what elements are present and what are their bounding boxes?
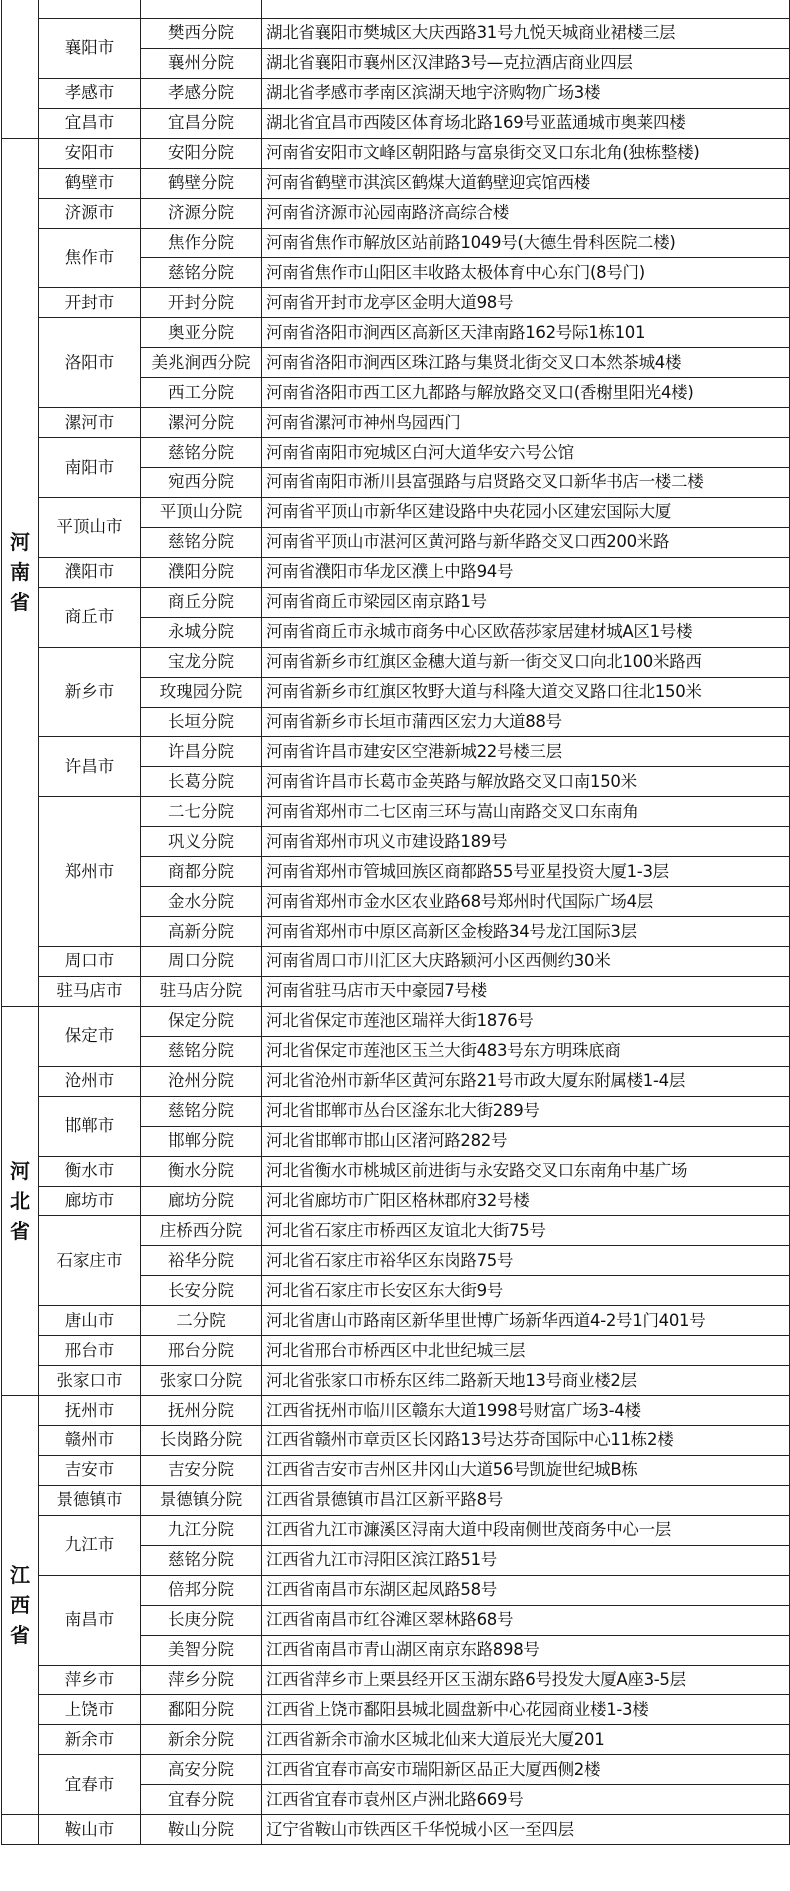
branch-address-cell: 河南省商丘市永城市商务中心区欧蓓莎家居建材城A区1号楼 xyxy=(262,617,790,647)
branch-address-cell: 河南省焦作市山阳区丰收路太极体育中心东门(8号门) xyxy=(262,258,790,288)
branch-name-cell: 倍邦分院 xyxy=(141,1575,262,1605)
table-row xyxy=(2,408,790,438)
branch-address-cell: 河北省保定市莲池区玉兰大街483号东方明珠底商 xyxy=(262,1036,790,1066)
table-row xyxy=(2,1815,790,1845)
city-cell: 南昌市 xyxy=(39,1575,141,1665)
city-cell: 平顶山市 xyxy=(39,497,141,557)
table-row xyxy=(2,1066,790,1096)
table-row xyxy=(2,108,790,138)
city-cell: 抚州市 xyxy=(39,1396,141,1426)
branch-name-cell: 奥亚分院 xyxy=(141,318,262,348)
branch-address-cell: 河南省郑州市管城回族区商都路55号亚星投资大厦1-3层 xyxy=(262,857,790,887)
table-row xyxy=(2,1725,790,1755)
branch-name-cell: 焦作分院 xyxy=(141,228,262,258)
province-cell: 河南省 xyxy=(2,138,39,1006)
branch-name-cell: 美兆涧西分院 xyxy=(141,348,262,378)
branch-address-cell: 河北省邯郸市丛台区滏东北大街289号 xyxy=(262,1096,790,1126)
branch-address-cell: 河南省南阳市淅川县富强路与启贤路交叉口新华书店一楼二楼 xyxy=(262,468,790,498)
city-cell: 开封市 xyxy=(39,288,141,318)
branch-name-cell: 萍乡分院 xyxy=(141,1665,262,1695)
branch-table-body xyxy=(2,0,790,1845)
table-row xyxy=(2,1396,790,1426)
table-row xyxy=(2,737,790,767)
branch-name-cell: 保定分院 xyxy=(141,1006,262,1036)
branch-address-cell: 河南省洛阳市涧西区高新区天津南路162号际1栋101 xyxy=(262,318,790,348)
table-row xyxy=(2,797,790,827)
branch-address-cell: 河南省许昌市长葛市金英路与解放路交叉口南150米 xyxy=(262,767,790,797)
branch-address-cell: 河北省沧州市新华区黄河东路21号市政大厦东附属楼1-4层 xyxy=(262,1066,790,1096)
branch-address-cell: 江西省南昌市红谷滩区翠林路68号 xyxy=(262,1605,790,1635)
table-row xyxy=(2,288,790,318)
branch-name-cell: 孝感分院 xyxy=(141,78,262,108)
table-row xyxy=(2,1695,790,1725)
branch-address-cell: 河南省洛阳市涧西区珠江路与集贤北街交叉口本然茶城4楼 xyxy=(262,348,790,378)
branch-table xyxy=(1,0,790,1845)
branch-address-cell: 江西省九江市浔阳区滨江路51号 xyxy=(262,1545,790,1575)
branch-name-cell: 宜春分院 xyxy=(141,1785,262,1815)
province-cell: 江西省 xyxy=(2,1396,39,1815)
branch-name-cell: 二分院 xyxy=(141,1306,262,1336)
branch-address-cell: 河南省安阳市文峰区朝阳路与富泉街交叉口东北角(独栋整楼) xyxy=(262,138,790,168)
table-row xyxy=(2,947,790,977)
city-cell: 新余市 xyxy=(39,1725,141,1755)
table-row xyxy=(2,1186,790,1216)
city-cell: 保定市 xyxy=(39,1006,141,1066)
branch-address-cell: 河南省商丘市梁园区南京路1号 xyxy=(262,587,790,617)
branch-name-cell: 慈铭分院 xyxy=(141,258,262,288)
branch-address-cell: 辽宁省鞍山市铁西区千华悦城小区一至四层 xyxy=(262,1815,790,1845)
branch-address-cell: 河北省保定市莲池区瑞祥大街1876号 xyxy=(262,1006,790,1036)
branch-name-cell: 济源分院 xyxy=(141,198,262,228)
city-cell: 宜春市 xyxy=(39,1755,141,1815)
table-row xyxy=(2,1485,790,1515)
branch-name-cell: 巩义分院 xyxy=(141,827,262,857)
city-cell: 南阳市 xyxy=(39,438,141,498)
branch-address-cell: 江西省萍乡市上栗县经开区玉湖东路6号投发大厦A座3-5层 xyxy=(262,1665,790,1695)
branch-name-cell: 抚州分院 xyxy=(141,1396,262,1426)
city-cell: 孝感市 xyxy=(39,78,141,108)
branch-name-cell: 慈铭分院 xyxy=(141,1036,262,1066)
branch-name-cell: 宝龙分院 xyxy=(141,647,262,677)
branch-address-cell: 河南省许昌市建安区空港新城22号楼三层 xyxy=(262,737,790,767)
city-cell: 衡水市 xyxy=(39,1156,141,1186)
branch-name-cell: 长垣分院 xyxy=(141,707,262,737)
table-row xyxy=(2,1455,790,1485)
table-row xyxy=(2,1306,790,1336)
branch-name-cell: 景德镇分院 xyxy=(141,1485,262,1515)
branch-name-cell: 长岗路分院 xyxy=(141,1426,262,1456)
branch-address-cell: 江西省宜春市高安市瑞阳新区品正大厦西侧2楼 xyxy=(262,1755,790,1785)
city-cell: 许昌市 xyxy=(39,737,141,797)
branch-name-cell: 漯河分院 xyxy=(141,408,262,438)
branch-name-cell: 长葛分院 xyxy=(141,767,262,797)
table-row xyxy=(2,1096,790,1126)
city-cell: 襄阳市 xyxy=(39,18,141,78)
table-row xyxy=(2,1216,790,1246)
branch-name-cell: 西工分院 xyxy=(141,378,262,408)
branch-name-cell: 襄州分院 xyxy=(141,48,262,78)
branch-address-cell: 河南省新乡市红旗区牧野大道与科隆大道交叉路口往北150米 xyxy=(262,677,790,707)
branch-name-cell: 金水分院 xyxy=(141,887,262,917)
branch-name-cell: 濮阳分院 xyxy=(141,557,262,587)
branch-address-cell: 河南省漯河市神州鸟园西门 xyxy=(262,408,790,438)
city-cell: 新乡市 xyxy=(39,647,141,737)
city-cell: 廊坊市 xyxy=(39,1186,141,1216)
branch-address-cell: 河南省平顶山市新华区建设路中央花园小区建宏国际大厦 xyxy=(262,497,790,527)
city-cell: 萍乡市 xyxy=(39,1665,141,1695)
branch-name-cell: 商都分院 xyxy=(141,857,262,887)
branch-address-cell: 河南省南阳市宛城区白河大道华安六号公馆 xyxy=(262,438,790,468)
table-row xyxy=(2,647,790,677)
branch-address-cell: 河南省濮阳市华龙区濮上中路94号 xyxy=(262,557,790,587)
branch-name-cell: 开封分院 xyxy=(141,288,262,318)
branch-address-cell: 江西省南昌市青山湖区南京东路898号 xyxy=(262,1635,790,1665)
branch-name-cell: 新余分院 xyxy=(141,1725,262,1755)
branch-address-cell: 河南省平顶山市湛河区黄河路与新华路交叉口西200米路 xyxy=(262,527,790,557)
branch-address-cell: 湖北省襄阳市襄州区汉津路3号—克拉酒店商业四层 xyxy=(262,48,790,78)
branch-address-cell: 河南省焦作市解放区站前路1049号(大德生骨科医院二楼) xyxy=(262,228,790,258)
branch-address-cell: 河南省鹤壁市淇滨区鹤煤大道鹤壁迎宾馆西楼 xyxy=(262,168,790,198)
branch-address-cell: 河南省郑州市中原区高新区金梭路34号龙江国际3层 xyxy=(262,917,790,947)
city-cell: 鞍山市 xyxy=(39,1815,141,1845)
branch-address-cell: 江西省吉安市吉州区井冈山大道56号凯旋世纪城B栋 xyxy=(262,1455,790,1485)
branch-address-cell: 江西省抚州市临川区赣东大道1998号财富广场3-4楼 xyxy=(262,1396,790,1426)
table-row xyxy=(2,318,790,348)
city-cell: 焦作市 xyxy=(39,228,141,288)
city-cell: 驻马店市 xyxy=(39,976,141,1006)
branch-address-cell: 河南省郑州市巩义市建设路189号 xyxy=(262,827,790,857)
branch-name-cell: 慈铭分院 xyxy=(141,1545,262,1575)
branch-address-cell: 河南省新乡市长垣市蒲西区宏力大道88号 xyxy=(262,707,790,737)
city-cell: 济源市 xyxy=(39,198,141,228)
branch-address-cell: 河北省石家庄市长安区东大街9号 xyxy=(262,1276,790,1306)
table-row xyxy=(2,168,790,198)
branch-address-cell: 河北省衡水市桃城区前进街与永安路交叉口东南角中基广场 xyxy=(262,1156,790,1186)
table-row xyxy=(2,1755,790,1785)
branch-address-cell: 江西省新余市渝水区城北仙来大道辰光大厦201 xyxy=(262,1725,790,1755)
city-cell: 漯河市 xyxy=(39,408,141,438)
table-row xyxy=(2,976,790,1006)
city-cell: 石家庄市 xyxy=(39,1216,141,1306)
branch-address-cell: 河南省洛阳市西工区九都路与解放路交叉口(香榭里阳光4楼) xyxy=(262,378,790,408)
branch-name-cell: 鄱阳分院 xyxy=(141,1695,262,1725)
table-row xyxy=(2,1006,790,1036)
table-row xyxy=(2,78,790,108)
branch-name-cell: 吉安分院 xyxy=(141,1455,262,1485)
branch-name-cell: 平顶山分院 xyxy=(141,497,262,527)
table-row xyxy=(2,228,790,258)
branch-name-cell: 长安分院 xyxy=(141,1276,262,1306)
branch-address-cell: 河北省张家口市桥东区纬二路新天地13号商业楼2层 xyxy=(262,1366,790,1396)
branch-name-cell: 驻马店分院 xyxy=(141,976,262,1006)
city-cell: 沧州市 xyxy=(39,1066,141,1096)
city-cell: 鹤壁市 xyxy=(39,168,141,198)
branch-address-cell xyxy=(262,0,790,18)
branch-address-cell: 河南省郑州市二七区南三环与嵩山南路交叉口东南角 xyxy=(262,797,790,827)
city-cell: 郑州市 xyxy=(39,797,141,947)
table-row xyxy=(2,1515,790,1545)
branch-name-cell: 邢台分院 xyxy=(141,1336,262,1366)
branch-address-cell: 江西省宜春市袁州区卢洲北路669号 xyxy=(262,1785,790,1815)
branch-name-cell: 长庚分院 xyxy=(141,1605,262,1635)
branch-name-cell: 周口分院 xyxy=(141,947,262,977)
city-cell: 邯郸市 xyxy=(39,1096,141,1156)
city-cell: 唐山市 xyxy=(39,1306,141,1336)
branch-name-cell: 宛西分院 xyxy=(141,468,262,498)
province-cell xyxy=(2,1815,39,1845)
province-cell xyxy=(2,0,39,138)
city-cell: 濮阳市 xyxy=(39,557,141,587)
branch-name-cell: 衡水分院 xyxy=(141,1156,262,1186)
branch-name-cell: 慈铭分院 xyxy=(141,1096,262,1126)
branch-name-cell: 慈铭分院 xyxy=(141,438,262,468)
branch-address-cell: 河南省济源市沁园南路济高综合楼 xyxy=(262,198,790,228)
branch-name-cell: 高新分院 xyxy=(141,917,262,947)
branch-name-cell: 沧州分院 xyxy=(141,1066,262,1096)
city-cell: 九江市 xyxy=(39,1515,141,1575)
city-cell: 吉安市 xyxy=(39,1455,141,1485)
table-row xyxy=(2,587,790,617)
branch-address-cell: 湖北省宜昌市西陵区体育场北路169号亚蓝通城市奥莱四楼 xyxy=(262,108,790,138)
branch-name-cell: 邯郸分院 xyxy=(141,1126,262,1156)
branch-address-cell: 江西省赣州市章贡区长冈路13号达芬奇国际中心11栋2楼 xyxy=(262,1426,790,1456)
city-cell: 周口市 xyxy=(39,947,141,977)
branch-address-cell: 湖北省孝感市孝南区滨湖天地宇济购物广场3楼 xyxy=(262,78,790,108)
branch-address-cell: 江西省景德镇市昌江区新平路8号 xyxy=(262,1485,790,1515)
branch-name-cell: 鞍山分院 xyxy=(141,1815,262,1845)
branch-name-cell xyxy=(141,0,262,18)
branch-address-cell: 河北省唐山市路南区新华里世博广场新华西道4-2号1门401号 xyxy=(262,1306,790,1336)
table-row xyxy=(2,1366,790,1396)
branch-name-cell: 裕华分院 xyxy=(141,1246,262,1276)
branch-name-cell: 安阳分院 xyxy=(141,138,262,168)
branch-address-cell: 河北省石家庄市裕华区东岗路75号 xyxy=(262,1246,790,1276)
table-row xyxy=(2,438,790,468)
city-cell: 赣州市 xyxy=(39,1426,141,1456)
branch-address-cell: 江西省南昌市东湖区起凤路58号 xyxy=(262,1575,790,1605)
city-cell: 张家口市 xyxy=(39,1366,141,1396)
branch-address-cell: 河南省驻马店市天中豪园7号楼 xyxy=(262,976,790,1006)
city-cell: 上饶市 xyxy=(39,1695,141,1725)
table-row xyxy=(2,497,790,527)
branch-name-cell: 美智分院 xyxy=(141,1635,262,1665)
branch-address-cell: 湖北省襄阳市樊城区大庆西路31号九悦天城商业裙楼三层 xyxy=(262,18,790,48)
branch-address-cell: 河南省新乡市红旗区金穗大道与新一街交叉口向北100米路西 xyxy=(262,647,790,677)
table-row xyxy=(2,18,790,48)
branch-address-cell: 河南省开封市龙亭区金明大道98号 xyxy=(262,288,790,318)
city-cell: 宜昌市 xyxy=(39,108,141,138)
branch-name-cell: 高安分院 xyxy=(141,1755,262,1785)
branch-address-cell: 河北省邯郸市邯山区渚河路282号 xyxy=(262,1126,790,1156)
branch-name-cell: 二七分院 xyxy=(141,797,262,827)
table-row xyxy=(2,0,790,18)
table-row xyxy=(2,557,790,587)
table-row xyxy=(2,138,790,168)
table-row xyxy=(2,1575,790,1605)
branch-address-cell: 江西省九江市濂溪区浔南大道中段南侧世茂商务中心一层 xyxy=(262,1515,790,1545)
table-row xyxy=(2,1336,790,1366)
branch-name-cell: 宜昌分院 xyxy=(141,108,262,138)
table-row xyxy=(2,1426,790,1456)
branch-address-cell: 河北省邢台市桥西区中北世纪城三层 xyxy=(262,1336,790,1366)
branch-address-cell: 河北省廊坊市广阳区格林郡府32号楼 xyxy=(262,1186,790,1216)
branch-name-cell: 许昌分院 xyxy=(141,737,262,767)
branch-address-cell: 河北省石家庄市桥西区友谊北大街75号 xyxy=(262,1216,790,1246)
city-cell xyxy=(39,0,141,18)
table-row xyxy=(2,198,790,228)
branch-name-cell: 张家口分院 xyxy=(141,1366,262,1396)
table-row xyxy=(2,1156,790,1186)
branch-address-cell: 河南省周口市川汇区大庆路颍河小区西侧约30米 xyxy=(262,947,790,977)
province-cell: 河北省 xyxy=(2,1006,39,1395)
branch-name-cell: 鹤壁分院 xyxy=(141,168,262,198)
city-cell: 洛阳市 xyxy=(39,318,141,408)
branch-name-cell: 慈铭分院 xyxy=(141,527,262,557)
branch-name-cell: 永城分院 xyxy=(141,617,262,647)
branch-name-cell: 庄桥西分院 xyxy=(141,1216,262,1246)
city-cell: 景德镇市 xyxy=(39,1485,141,1515)
branch-address-cell: 江西省上饶市鄱阳县城北圆盘新中心花园商业楼1-3楼 xyxy=(262,1695,790,1725)
city-cell: 邢台市 xyxy=(39,1336,141,1366)
branch-name-cell: 樊西分院 xyxy=(141,18,262,48)
branch-name-cell: 商丘分院 xyxy=(141,587,262,617)
city-cell: 安阳市 xyxy=(39,138,141,168)
branch-name-cell: 九江分院 xyxy=(141,1515,262,1545)
city-cell: 商丘市 xyxy=(39,587,141,647)
branch-name-cell: 廊坊分院 xyxy=(141,1186,262,1216)
branch-name-cell: 玫瑰园分院 xyxy=(141,677,262,707)
branch-address-cell: 河南省郑州市金水区农业路68号郑州时代国际广场4层 xyxy=(262,887,790,917)
table-row xyxy=(2,1665,790,1695)
